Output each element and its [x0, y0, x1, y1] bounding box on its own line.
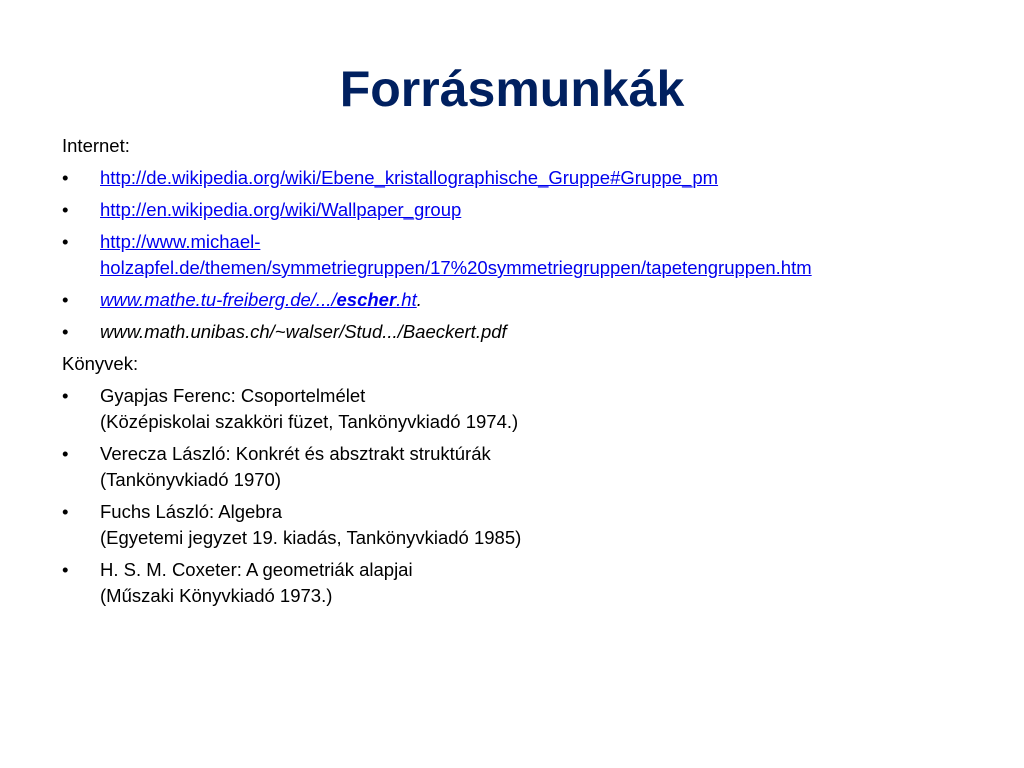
list-item: [62, 499, 962, 551]
book-title: Fuchs László: Algebra: [100, 501, 283, 522]
books-heading: Könyvek:: [62, 353, 139, 374]
link-wiki-de[interactable]: http://de.wikipedia.org/wiki/Ebene_kristallographische_Gruppe#Gruppe_pm: [100, 167, 719, 188]
link-holzapfel[interactable]: [100, 229, 962, 281]
link-freiberg-part2: escher: [336, 289, 397, 310]
slide-content: [62, 133, 962, 615]
book-title: Gyapjas Ferenc: Csoportelmélet: [100, 385, 366, 406]
book-publisher: (Tankönyvkiadó 1970): [100, 469, 281, 490]
bullet-icon: •: [62, 501, 69, 522]
bullet-icon: •: [62, 443, 69, 464]
bullet-icon: •: [62, 321, 69, 342]
internet-list: [62, 165, 962, 345]
link-freiberg[interactable]: [100, 289, 417, 310]
list-item: [62, 441, 962, 493]
bullet-icon: •: [62, 231, 69, 252]
link-freiberg-suffix: .: [416, 289, 422, 310]
link-freiberg-part1: www.mathe.tu-freiberg.de/.../: [100, 289, 337, 310]
book-title: Verecza László: Konkrét és absztrakt struktúrák: [100, 443, 491, 464]
bullet-icon: •: [62, 199, 69, 220]
list-item: [62, 229, 962, 281]
list-item: [62, 197, 962, 223]
book-publisher: (Középiskolai szakköri füzet, Tankönyvkiadó 1974.): [100, 411, 519, 432]
internet-heading: Internet:: [62, 135, 130, 156]
link-wiki-en[interactable]: http://en.wikipedia.org/wiki/Wallpaper_group: [100, 199, 462, 220]
unibas-reference: www.math.unibas.ch/~walser/Stud.../Baeckert.pdf: [100, 321, 507, 342]
books-list: [62, 383, 962, 609]
list-item: [62, 165, 962, 191]
list-item: [62, 383, 962, 435]
slide-title: Forrásmunkák: [339, 61, 685, 117]
book-publisher: (Műszaki Könyvkiadó 1973.): [100, 585, 333, 606]
list-item: [62, 287, 962, 313]
link-freiberg-part3: .ht: [396, 289, 417, 310]
book-publisher: (Egyetemi jegyzet 19. kiadás, Tankönyvkiadó 1985): [100, 527, 522, 548]
bullet-icon: •: [62, 167, 69, 188]
book-title: H. S. M. Coxeter: A geometriák alapjai: [100, 559, 413, 580]
bullet-icon: •: [62, 559, 69, 580]
link-holzapfel-line2: holzapfel.de/themen/symmetriegruppen/17%20symmetriegruppen/tapetengruppen.htm: [100, 257, 812, 278]
list-item: [62, 557, 962, 609]
list-item: [62, 319, 962, 345]
bullet-icon: •: [62, 385, 69, 406]
link-holzapfel-line1: http://www.michael-: [100, 231, 261, 252]
bullet-icon: •: [62, 289, 69, 310]
